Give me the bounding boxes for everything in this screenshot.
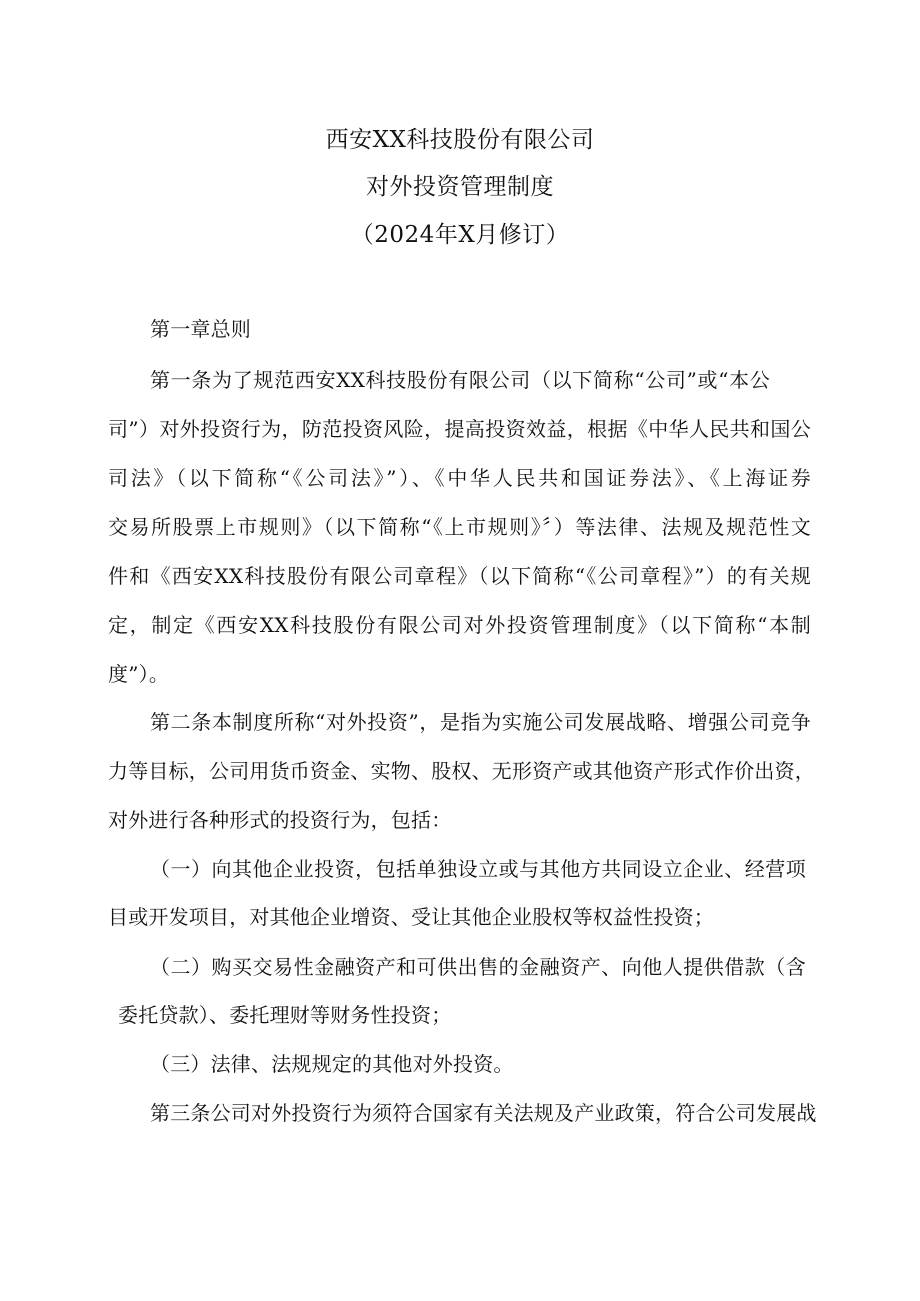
list-item-line: （一）向其他企业投资，包括单独设立或与其他方共同设立企业、经营项 bbox=[150, 857, 806, 881]
list-item-line: （二）购买交易性金融资产和可供出售的金融资产、向他人提供借款（含 bbox=[150, 955, 806, 979]
article2-line: 第二条本制度所称“对外投资”，是指为实施公司发展战略、增强公司竞争 bbox=[150, 710, 811, 734]
document-title: 对外投资管理制度 bbox=[366, 174, 554, 200]
article1-line: 件和《西安XX科技股份有限公司章程》（以下简称“《公司章程》”）的有关规 bbox=[108, 564, 811, 588]
article1-line: 第一条为了规范西安XX科技股份有限公司（以下简称“公司”或“本公 bbox=[150, 368, 770, 392]
article3-line: 第三条公司对外投资行为须符合国家有关法规及产业政策，符合公司发展战 bbox=[150, 1101, 817, 1125]
company-name: 西安XX科技股份有限公司 bbox=[325, 127, 595, 153]
revision-note: （2024年X月修订） bbox=[350, 222, 570, 248]
article1-line: 司法》（以下简称“《公司法》”）、《中华人民共和国证券法》、《上海证券 bbox=[108, 466, 811, 490]
chapter-heading: 第一章总则 bbox=[150, 317, 251, 341]
article1-line: 度”）。 bbox=[108, 662, 170, 686]
article1-line: 定，制定《西安XX科技股份有限公司对外投资管理制度》（以下简称“本制 bbox=[108, 613, 811, 637]
list-item-line: （三）法律、法规规定的其他对外投资。 bbox=[150, 1052, 514, 1076]
article2-line: 对外进行各种形式的投资行为，包括： bbox=[108, 808, 452, 832]
article1-line: 司”）对外投资行为，防范投资风险，提高投资效益，根据《中华人民共和国公 bbox=[108, 417, 811, 441]
article1-line: 交易所股票上市规则》（以下简称“《上市规则》〞）等法律、法规及规范性文 bbox=[108, 515, 811, 539]
list-item-line: 目或开发项目，对其他企业增资、受让其他企业股权等权益性投资； bbox=[108, 905, 714, 929]
article2-line: 力等目标，公司用货币资金、实物、股权、无形资产或其他资产形式作价出资， bbox=[108, 759, 815, 783]
list-item-line: 委托贷款）、委托理财等财务性投资； bbox=[118, 1003, 452, 1027]
